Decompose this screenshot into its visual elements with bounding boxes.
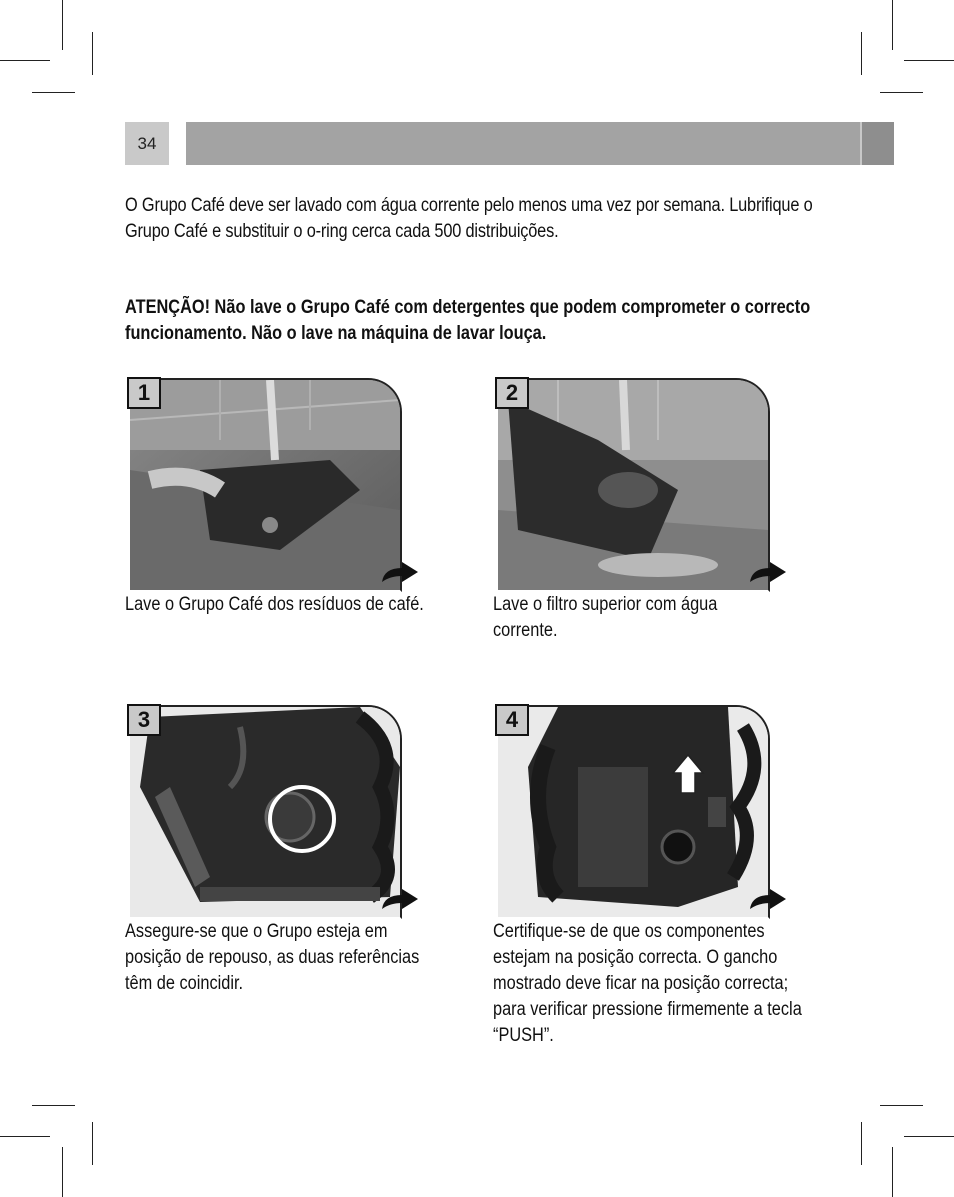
step-3-photo	[128, 705, 402, 919]
crop-mark	[861, 32, 862, 75]
crop-mark	[892, 0, 893, 50]
next-arrow-icon	[380, 560, 420, 586]
crop-mark	[32, 1105, 75, 1106]
warning-text: ATENÇÃO! Não lave o Grupo Café com detergentes que podem comprometer o correcto funcionamento. Não o lave na máquina de lavar louça.	[125, 297, 811, 344]
step-4-badge: 4	[495, 704, 529, 736]
next-arrow-icon	[748, 887, 788, 913]
step-1-caption: Lave o Grupo Café dos resíduos de café.	[125, 594, 424, 615]
crop-mark	[62, 0, 63, 50]
crop-mark	[880, 92, 923, 93]
crop-mark	[861, 1122, 862, 1165]
next-arrow-icon	[380, 887, 420, 913]
step-2-badge: 2	[495, 377, 529, 409]
step-2-photo	[496, 378, 770, 592]
step-2-caption: Lave o filtro superior com água corrente.	[493, 594, 718, 641]
header-bar	[186, 122, 894, 165]
step-4-photo	[496, 705, 770, 919]
crop-mark	[892, 1147, 893, 1197]
crop-mark	[0, 60, 50, 61]
page-number: 34	[125, 122, 169, 165]
intro-text: O Grupo Café deve ser lavado com água corrente pelo menos uma vez por semana. Lubrifique o Grupo Café e substituir o o-ring cerca cada 500 distribuições.	[125, 195, 813, 242]
crop-mark	[904, 60, 954, 61]
step-3-badge: 3	[127, 704, 161, 736]
header-bar-tail	[860, 122, 894, 165]
crop-mark	[92, 32, 93, 75]
crop-mark	[0, 1136, 50, 1137]
crop-mark	[92, 1122, 93, 1165]
step-3-caption: Assegure-se que o Grupo esteja em posição de repouso, as duas referências têm de coincidir.	[125, 921, 420, 994]
crop-mark	[880, 1105, 923, 1106]
step-4-caption: Certifique-se de que os componentes estejam na posição correcta. O gancho mostrado deve ficar na posição correcta; para verificar pressione firmemente a tecla “PUSH”.	[493, 921, 802, 1046]
crop-mark	[904, 1136, 954, 1137]
step-1-photo	[128, 378, 402, 592]
step-1-badge: 1	[127, 377, 161, 409]
crop-mark	[32, 92, 75, 93]
crop-mark	[62, 1147, 63, 1197]
next-arrow-icon	[748, 560, 788, 586]
